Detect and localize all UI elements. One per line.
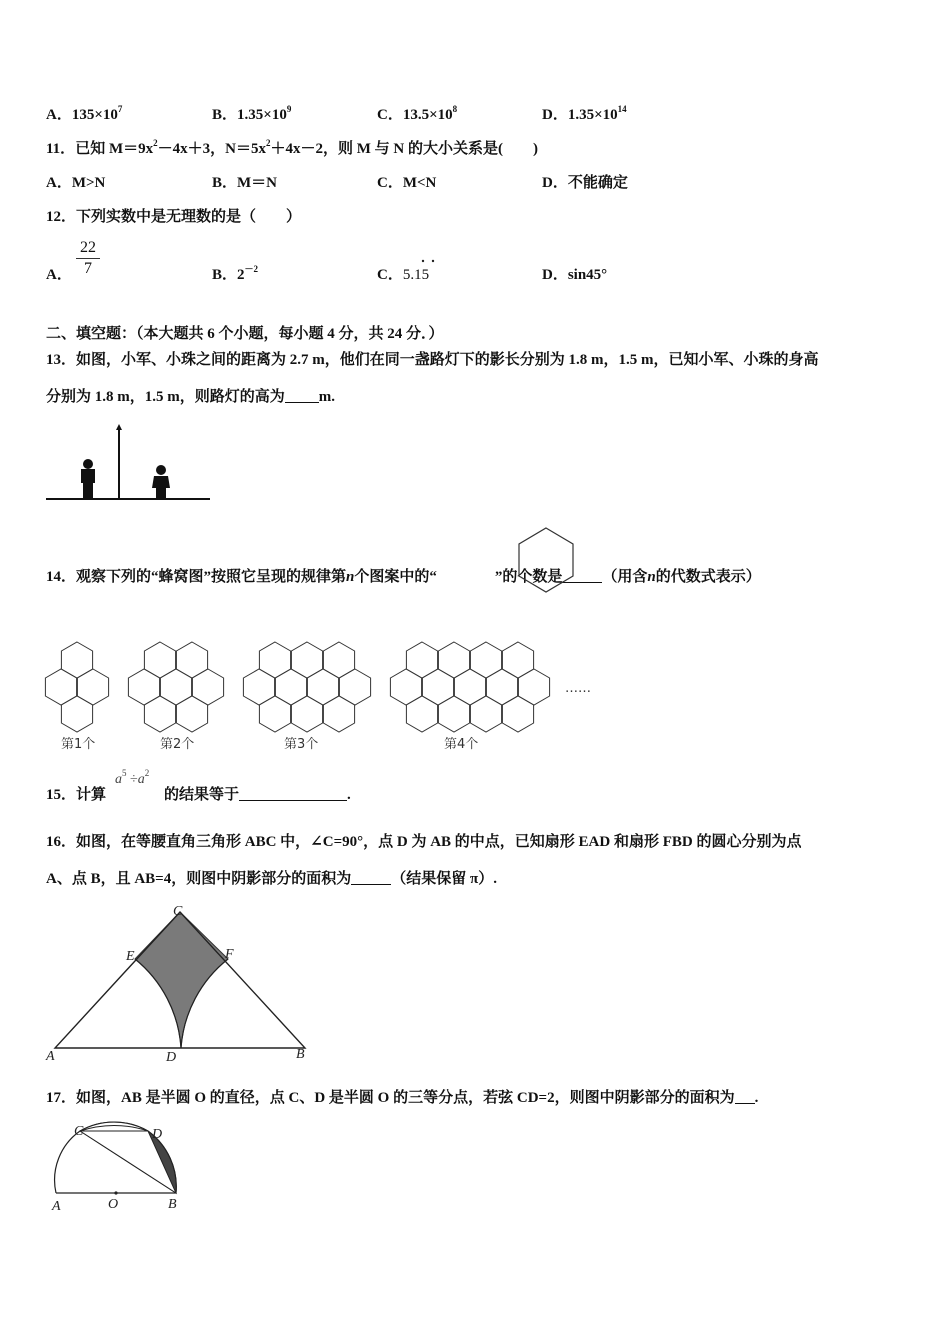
section-heading: 二、填空题：（本大题共 6 个小题，每小题 4 分，共 24 分．）: [46, 326, 444, 342]
q16-figure: [40, 900, 320, 1070]
q12-option-c: C．5.15: [377, 267, 430, 283]
q11-option-b: B．M＝N: [212, 175, 277, 191]
label-b: B: [296, 1047, 305, 1062]
q11-option-c: C．M<N: [377, 175, 437, 191]
q12-option-a-fraction: [76, 239, 100, 278]
label-a: A: [46, 1049, 55, 1064]
answer-blank: [735, 1089, 755, 1104]
label-b: B: [168, 1197, 177, 1212]
q17-figure: [44, 1120, 194, 1215]
ellipsis: ……: [565, 681, 591, 696]
hexagon-icon: [517, 527, 575, 593]
honeycomb-pattern-3: [243, 642, 370, 732]
person-short-icon: [152, 465, 170, 499]
q15-stem: 15．计算 的结果等于 .: [46, 787, 351, 803]
q15-expression: $a^5 \div a^2$: [115, 768, 150, 787]
caption-pattern-3: 第3个: [284, 737, 319, 752]
label-d: D: [166, 1050, 177, 1065]
q10-option-a: A．$135\times 10^7$: [46, 104, 123, 123]
q12-option-b: B．$2^{-2}$: [212, 264, 259, 283]
label-d: D: [152, 1127, 163, 1142]
q10-option-c: C．$13.5\times 10^8$: [377, 104, 458, 123]
label-c: C: [74, 1124, 84, 1139]
answer-blank: [239, 786, 347, 801]
label-e: E: [126, 949, 135, 964]
repeating-dots: [420, 258, 440, 264]
fraction-denominator: 7: [84, 260, 92, 277]
center-point: [114, 1191, 117, 1194]
honeycomb-pattern-4: [390, 642, 549, 732]
fraction-numerator: 22: [80, 239, 96, 256]
answer-blank: [351, 870, 391, 885]
q11-stem: 11．已知 $M=9x^2-4x+3$，$N=5x^2+4x-2$，则 M 与 N 的大小关系是( ): [46, 138, 538, 157]
honeycomb-figures: [40, 628, 660, 756]
fraction-bar: [76, 258, 100, 259]
q11-option-d: D．不能确定: [542, 175, 628, 191]
honeycomb-pattern-2: [128, 642, 223, 732]
caption-pattern-1: 第1个: [61, 737, 96, 752]
repeating-decimal: 5.15: [402, 267, 430, 283]
q11-option-a: A．M>N: [46, 175, 106, 191]
label-a: A: [52, 1199, 61, 1214]
q10-option-d: D．$1.35\times 10^{14}$: [542, 104, 627, 123]
q12-option-a-letter: A．: [46, 267, 72, 283]
label-o: O: [108, 1197, 119, 1212]
label-c: C: [173, 904, 183, 919]
person-tall-icon: [81, 459, 95, 499]
q12-stem: 12．下列实数中是无理数的是（ ）: [46, 209, 302, 225]
q12-option-d: D．sin45°: [542, 267, 608, 283]
shaded-region: [135, 912, 228, 1048]
q13-figure: [44, 424, 214, 504]
q14-stem: 14．观察下列的“蜂窝图”按照它呈现的规律第n个图案中的“ ”的个数是 （用含n的代数式表示）: [46, 569, 761, 585]
caption-pattern-4: 第4个: [444, 737, 479, 752]
q13-line1: 13．如图，小军、小珠之间的距离为 2.7 m，他们在同一盏路灯下的影长分别为 1.8 m，1.5 m，已知小军、小珠的身高: [46, 352, 819, 368]
q16-line1: 16．如图，在等腰直角三角形 ABC 中，∠C=90°，点 D 为 AB 的中点，已知扇形 EAD 和扇形 FBD 的圆心分别为点: [46, 834, 802, 850]
q17-stem: 17．如图，AB 是半圆 O 的直径，点 C、D 是半圆 O 的三等分点，若弦 CD=2，则图中阴影部分的面积为 .: [46, 1090, 759, 1106]
q13-line2: 分别为 1.8 m，1.5 m，则路灯的高为 m.: [46, 389, 335, 405]
honeycomb-pattern-1: [45, 642, 108, 732]
label-f: F: [225, 947, 234, 962]
caption-pattern-2: 第2个: [160, 737, 195, 752]
q16-line2: A、点 B，且 AB=4，则图中阴影部分的面积为 （结果保留 π）.: [46, 871, 497, 887]
answer-blank: [285, 388, 319, 403]
q10-option-b: B．$1.35\times 10^9$: [212, 104, 292, 123]
